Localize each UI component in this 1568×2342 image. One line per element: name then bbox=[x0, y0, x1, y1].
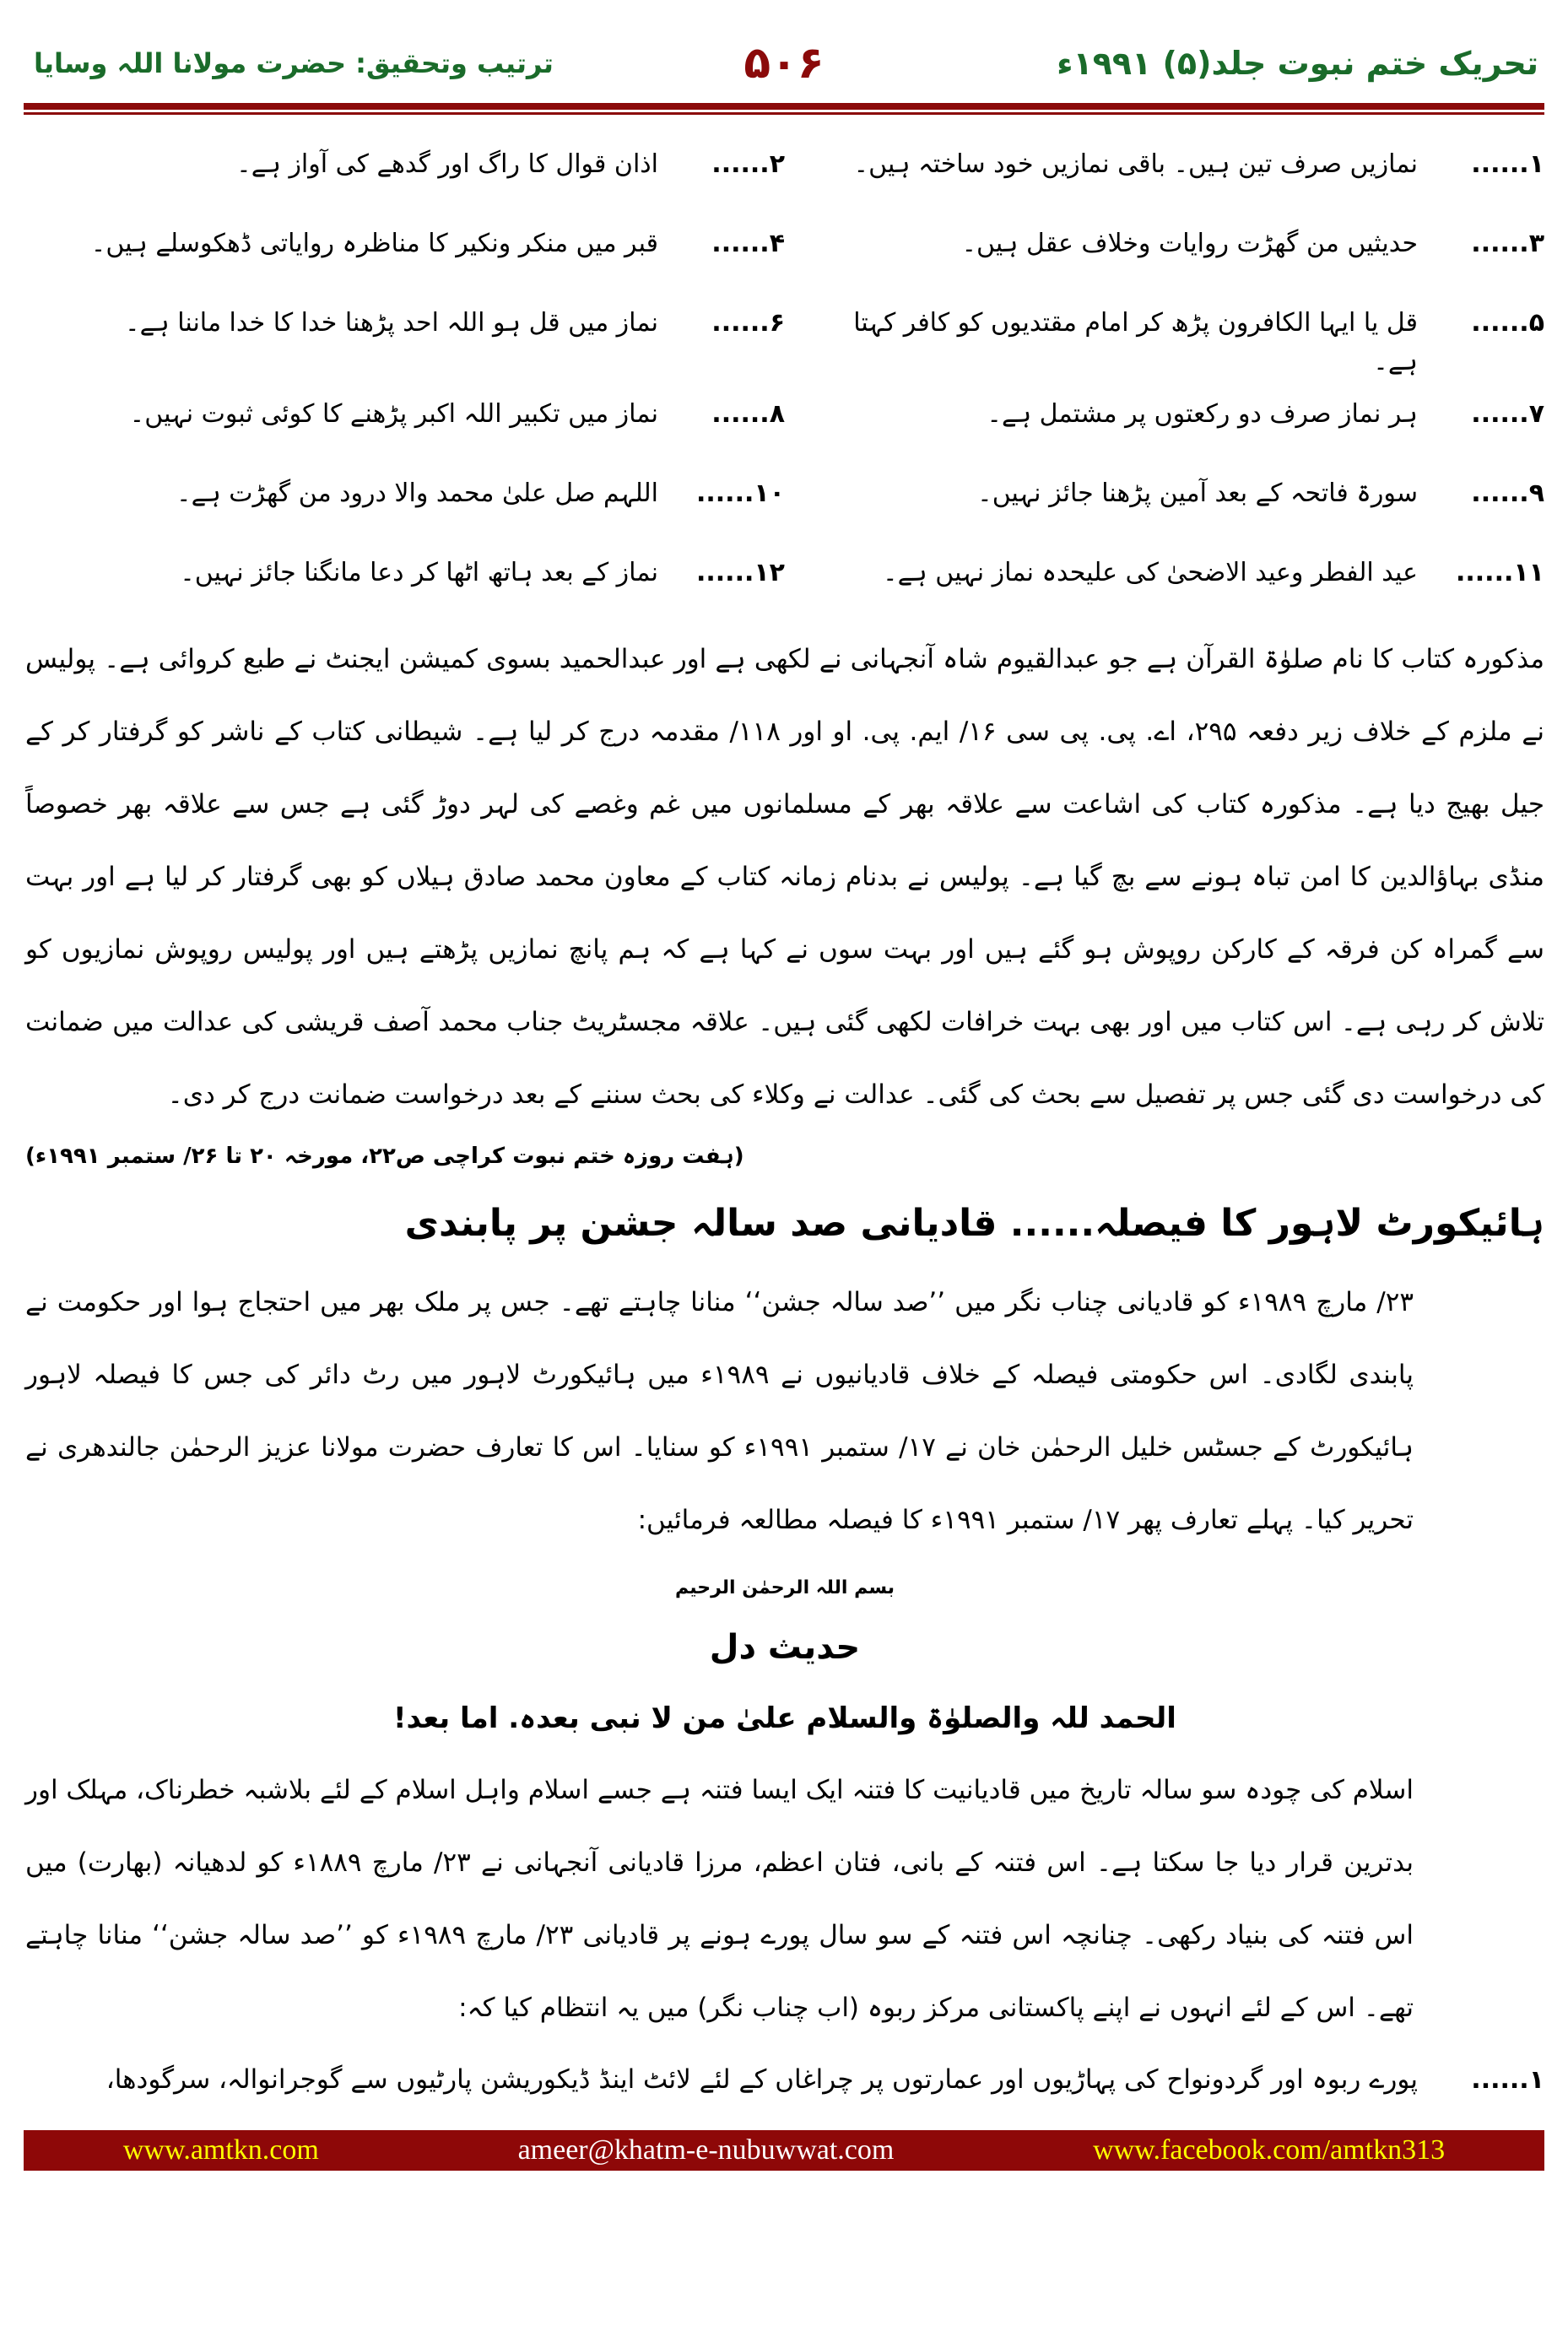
paragraph-line: جسٹس خلیل الرحمٰن خان نے ۱۷/ ستمبر ۱۹۹۱ء کو سنایا۔ اس کا تعارف حضرت مولانا عزیز الرحمٰن جالندھری نے تحریر کیا۔ پہلے تعارف پھر bbox=[25, 1432, 1414, 1535]
numbered-list bbox=[25, 132, 1544, 619]
list-entry bbox=[785, 381, 1544, 461]
paragraph-line: ۱۷/ ستمبر ۱۹۹۱ء کا فیصلہ مطالعہ فرمائیں: bbox=[637, 1505, 1121, 1535]
bismillah: بسم اللہ الرحمٰن الرحیم bbox=[674, 1577, 895, 1598]
list-number: ۱...... bbox=[1471, 149, 1544, 179]
footer-bar bbox=[24, 2130, 1544, 2171]
list-number: ۱...... bbox=[1471, 2065, 1544, 2095]
list-item: ہر نماز صرف دو رکعتوں پر مشتمل ہے۔ bbox=[987, 399, 1418, 429]
list-number: ۸...... bbox=[711, 399, 785, 429]
paragraph-line: پابندی لگادی۔ اس حکومتی فیصلہ کے خلاف قادیانیوں نے ۱۹۸۹ء میں ہائیکورٹ لاہور میں رٹ دائر کی جس کا فیصلہ لاہور ہائیکورٹ کے bbox=[25, 1360, 1414, 1463]
list-entry bbox=[25, 540, 785, 619]
list-number: ۱۰...... bbox=[695, 479, 785, 508]
section-heading: ہائیکورٹ لاہور کا فیصلہ...... قادیانی صد سالہ جشن پر پابندی bbox=[404, 1202, 1544, 1245]
paragraph-line: گمراہ کن فرقہ کے کارکن روپوش ہو گئے ہیں اور بہت سوں نے کہا ہے کہ ہم پانچ نمازیں پڑھتے ہیں اور پولیس روپوش نمازیوں کو تلاش کر bbox=[25, 934, 1544, 1037]
book-title: تحریک ختم نبوت جلد(۵) ۱۹۹۱ء bbox=[1057, 45, 1538, 82]
list-entry bbox=[785, 461, 1544, 540]
paragraph-line: بدترین قرار دیا جا سکتا ہے۔ اس فتنہ کے بانی، فتان اعظم، مرزا قادیانی آنجہانی نے ۲۳/ مارچ ۱۸۸۹ء کو لدھیانہ (بھارت) میں اس فتنہ کی bbox=[25, 1847, 1414, 1950]
paragraph-line: نے اپنے پاکستانی مرکز ربوہ (اب چناب نگر) میں یہ انتظام کیا کہ: bbox=[458, 1993, 1161, 2023]
page-number: ۵۰۶ bbox=[743, 38, 825, 89]
paragraph-line: رہی ہے۔ اس کتاب میں اور بھی بہت خرافات لکھی گئی ہیں۔ علاقہ مجسٹریٹ جناب محمد آصف قریشی کی عدالت میں ضمانت کی درخواست دی bbox=[25, 1007, 1544, 1110]
list-item: پورے ربوہ اور گردونواح کی پہاڑیوں اور عمارتوں پر چراغاں کے لئے لائٹ اینڈ ڈیکوریشن پارٹیوں سے گوجرانوالہ، سرگودھا، bbox=[105, 2064, 1418, 2095]
intro-title: حدیث دل bbox=[709, 1628, 861, 1667]
list-item: اذان قوال کا راگ اور گدھے کی آواز ہے۔ bbox=[236, 149, 658, 179]
website-link[interactable]: www.amtkn.com bbox=[122, 2134, 319, 2166]
list-entry bbox=[25, 132, 785, 211]
compiler-credit: ترتیب وتحقیق: حضرت مولانا اللہ وسایا bbox=[34, 47, 554, 79]
citation: (ہفت روزہ ختم نبوت کراچی ص۲۲، مورخہ ۲۰ تا ۲۶/ ستمبر ۱۹۹۱ء) bbox=[25, 1144, 744, 1169]
header-rule-thin bbox=[24, 112, 1544, 115]
paragraph-line: اسلام کی چودہ سو سالہ تاریخ میں قادیانیت کا فتنہ ایک ایسا فتنہ ہے جسے اسلام واہل اسلام کے لئے بلاشبہ خطرناک، مہلک اور bbox=[25, 1775, 1414, 1805]
list-number: ۷...... bbox=[1471, 399, 1544, 429]
facebook-link[interactable]: www.facebook.com/amtkn313 bbox=[1093, 2134, 1446, 2166]
list-entry bbox=[25, 290, 785, 381]
list-item: عید الفطر وعید الاضحیٰ کی علیحدہ نماز نہیں ہے۔ bbox=[882, 558, 1418, 587]
hamd-line: الحمد للہ والصلوٰۃ والسلام علیٰ من لا نبی بعدہ. اما بعد! bbox=[393, 1701, 1176, 1735]
list-item: اللہم صل علیٰ محمد والا درود من گھڑت ہے۔ bbox=[176, 479, 658, 508]
paragraph-line: ۲۳/ مارچ ۱۹۸۹ء کو قادیانی چناب نگر میں ’’صد سالہ جشن‘‘ منانا چاہتے تھے۔ جس پر ملک بھر میں احتجاج ہوا اور حکومت نے bbox=[25, 1287, 1414, 1317]
paragraph-line: بہاؤالدین کا امن تباہ ہونے سے بچ گیا ہے۔ پولیس نے بدنام زمانہ کتاب کے معاون محمد صادق ہیلاں کو بھی گرفتار کر لیا ہے اور بہت سے bbox=[25, 862, 1545, 965]
news-paragraph bbox=[25, 623, 1544, 1131]
list-number: ۶...... bbox=[711, 308, 785, 338]
list-number: ۲...... bbox=[711, 149, 785, 179]
list-item: نماز میں قل ہو اللہ احد پڑھنا خدا کا خدا ماننا ہے۔ bbox=[124, 308, 658, 338]
list-item: قل یا ایہا الکافرون پڑھ کر امام مقتدیوں کو کافر کہتا ہے۔ bbox=[853, 308, 1418, 376]
list-entry bbox=[785, 540, 1544, 619]
list-number: ۹...... bbox=[1471, 479, 1544, 508]
citation-row bbox=[25, 1131, 1544, 1182]
list-entry bbox=[25, 211, 785, 290]
list-entry bbox=[785, 290, 1544, 381]
header-rule bbox=[24, 103, 1544, 110]
list-number: ۴...... bbox=[711, 229, 785, 258]
list-entry bbox=[785, 132, 1544, 211]
list-entry bbox=[25, 381, 785, 461]
list-item: نماز میں تکبیر اللہ اکبر پڑھنے کا کوئی ثبوت نہیں۔ bbox=[129, 399, 658, 429]
list-entry bbox=[25, 461, 785, 540]
list-item: نمازیں صرف تین ہیں۔ باقی نمازیں خود ساختہ ہیں۔ bbox=[853, 149, 1418, 179]
list-number: ۱۱...... bbox=[1455, 558, 1544, 587]
list-item: نماز کے بعد ہاتھ اٹھا کر دعا مانگنا جائز نہیں۔ bbox=[180, 558, 658, 587]
paragraph-line: گئی جس پر تفصیل سے بحث کی گئی۔ عدالت نے وکلاء کی بحث سننے کے بعد درخواست ضمانت درج کر دی۔ bbox=[167, 1079, 1344, 1110]
paragraph-line: پولیس نے ملزم کے خلاف زیر دفعہ ۲۹۵، اے. پی. پی سی ۱۶/ ایم. پی. او اور ۱۱۸/ مقدمہ درج کر لیا ہے۔ شیطانی کتاب کے ناشر کو گرفتار کر bbox=[25, 644, 1544, 747]
intro-paragraph bbox=[25, 1754, 1544, 2044]
intro-list-entry bbox=[25, 2044, 1544, 2105]
page-header bbox=[0, 0, 1568, 103]
list-number: ۳...... bbox=[1471, 229, 1544, 258]
paragraph-line: بنیاد رکھی۔ چنانچہ اس فتنہ کے سو سال پورے ہونے پر قادیانی ۲۳/ مارچ ۱۹۸۹ء کو ’’صد سالہ جشن‘‘ منانا چاہتے تھے۔ اس کے لئے انہوں bbox=[25, 1920, 1414, 2023]
page-content bbox=[25, 132, 1544, 2105]
list-entry bbox=[785, 211, 1544, 290]
list-item: قبر میں منکر ونکیر کا مناظرہ روایاتی ڈھکوسلے ہیں۔ bbox=[90, 229, 658, 258]
section-paragraph bbox=[25, 1266, 1544, 1556]
email-link[interactable]: ameer@khatm-e-nubuwwat.com bbox=[517, 2134, 895, 2166]
paragraph-line: کے جیل بھیج دیا ہے۔ مذکورہ کتاب کی اشاعت سے علاقہ بھر کے مسلمانوں میں غم وغصے کی لہر دوڑ گئی ہے جس سے علاقہ بھر خصوصاً منڈی bbox=[25, 717, 1545, 892]
list-item: سورۃ فاتحہ کے بعد آمین پڑھنا جائز نہیں۔ bbox=[977, 479, 1418, 508]
list-number: ۱۲...... bbox=[695, 558, 785, 587]
list-item: حدیثیں من گھڑت روایات وخلاف عقل ہیں۔ bbox=[961, 229, 1418, 258]
paragraph-line: مذکورہ کتاب کا نام صلوٰۃ القرآن ہے جو عبدالقیوم شاہ آنجہانی نے لکھی ہے اور عبدالحمید بسوی کمیشن ایجنٹ نے طبع کروائی ہے۔ bbox=[104, 644, 1544, 674]
list-number: ۵...... bbox=[1471, 308, 1544, 338]
